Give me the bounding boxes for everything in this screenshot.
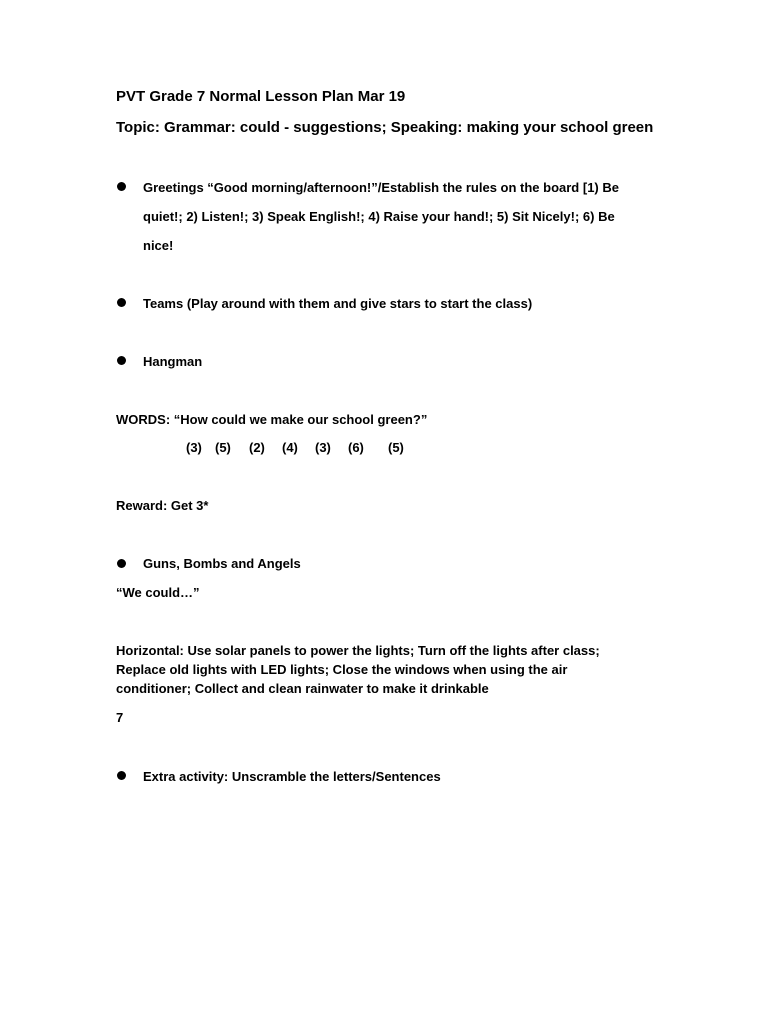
greetings-line-1: Greetings “Good morning/afternoon!”/Establish the rules on the board [1) Be bbox=[143, 180, 619, 195]
bullet-icon bbox=[117, 559, 126, 568]
words-line: WORDS: “How could we make our school green?” bbox=[116, 412, 428, 427]
word-count: (3) bbox=[315, 440, 331, 455]
bullet-icon bbox=[117, 182, 126, 191]
bullet-icon bbox=[117, 298, 126, 307]
greetings-line-3: nice! bbox=[143, 238, 174, 253]
greetings-line-2: quiet!; 2) Listen!; 3) Speak English!; 4) Raise your hand!; 5) Sit Nicely!; 6) Be bbox=[143, 209, 615, 224]
bullet-icon bbox=[117, 356, 126, 365]
we-could-line: “We could…” bbox=[116, 585, 200, 600]
word-count: (6) bbox=[348, 440, 364, 455]
number-line: 7 bbox=[116, 710, 124, 725]
extra-activity-item: Extra activity: Unscramble the letters/Sentences bbox=[143, 769, 441, 784]
horizontal-line-2: Replace old lights with LED lights; Close the windows when using the air bbox=[116, 662, 568, 677]
bullet-icon bbox=[117, 771, 126, 780]
lesson-title: PVT Grade 7 Normal Lesson Plan Mar 19 bbox=[116, 88, 406, 105]
word-count: (4) bbox=[282, 440, 298, 455]
reward-line: Reward: Get 3* bbox=[116, 498, 209, 513]
guns-bombs-angels-item: Guns, Bombs and Angels bbox=[143, 556, 301, 571]
word-count: (2) bbox=[249, 440, 265, 455]
word-count: (5) bbox=[388, 440, 404, 455]
word-count: (3) bbox=[186, 440, 202, 455]
horizontal-line-1: Horizontal: Use solar panels to power the lights; Turn off the lights after class; bbox=[116, 643, 600, 658]
word-count: (5) bbox=[215, 440, 231, 455]
hangman-item: Hangman bbox=[143, 354, 203, 369]
lesson-topic: Topic: Grammar: could - suggestions; Speaking: making your school green bbox=[116, 119, 654, 136]
teams-item: Teams (Play around with them and give stars to start the class) bbox=[143, 296, 533, 311]
horizontal-line-3: conditioner; Collect and clean rainwater to make it drinkable bbox=[116, 681, 489, 696]
